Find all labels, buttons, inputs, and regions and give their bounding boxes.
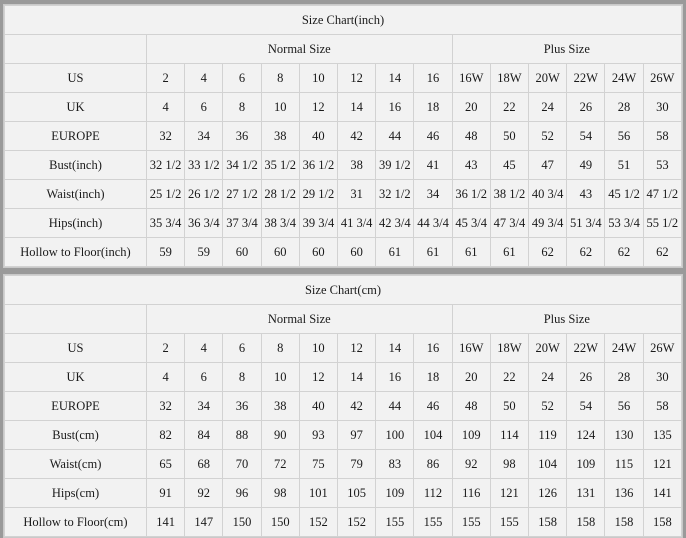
cell: 30 — [643, 93, 681, 122]
cell: 44 — [376, 392, 414, 421]
row-label: US — [5, 334, 147, 363]
table-row — [5, 122, 682, 151]
table-row — [5, 209, 682, 238]
cell: 14 — [376, 64, 414, 93]
table-title-row — [5, 276, 682, 305]
cell: 8 — [223, 93, 261, 122]
cell: 12 — [299, 93, 337, 122]
cell: 47 3/4 — [490, 209, 528, 238]
cell: 84 — [185, 421, 223, 450]
cell: 26W — [643, 334, 681, 363]
cell: 43 — [567, 180, 605, 209]
cell: 28 — [605, 363, 643, 392]
cell: 27 1/2 — [223, 180, 261, 209]
cell: 30 — [643, 363, 681, 392]
row-label: Bust(inch) — [5, 151, 147, 180]
cell: 2 — [147, 64, 185, 93]
cell: 114 — [490, 421, 528, 450]
cell: 98 — [490, 450, 528, 479]
cell: 6 — [223, 334, 261, 363]
cell: 6 — [185, 93, 223, 122]
cell: 90 — [261, 421, 299, 450]
cell: 24W — [605, 64, 643, 93]
cell: 35 3/4 — [147, 209, 185, 238]
cell: 104 — [529, 450, 567, 479]
cell: 62 — [605, 238, 643, 267]
cell: 4 — [185, 64, 223, 93]
cell: 34 — [185, 122, 223, 151]
cell: 24W — [605, 334, 643, 363]
cell: 14 — [338, 93, 376, 122]
cell: 38 — [261, 122, 299, 151]
cell: 20 — [452, 93, 490, 122]
row-label: Waist(cm) — [5, 450, 147, 479]
cell: 8 — [261, 64, 299, 93]
cell: 70 — [223, 450, 261, 479]
cell: 92 — [185, 479, 223, 508]
cell: 152 — [338, 508, 376, 537]
cell: 18W — [490, 334, 528, 363]
cell: 4 — [147, 363, 185, 392]
cell: 28 1/2 — [261, 180, 299, 209]
cell: 109 — [376, 479, 414, 508]
cell: 60 — [261, 238, 299, 267]
cell: 104 — [414, 421, 452, 450]
cell: 158 — [567, 508, 605, 537]
cell: 29 1/2 — [299, 180, 337, 209]
cell: 158 — [643, 508, 681, 537]
cell: 2 — [147, 334, 185, 363]
chart-title: Size Chart(cm) — [5, 276, 682, 305]
cell: 83 — [376, 450, 414, 479]
cell: 36 1/2 — [299, 151, 337, 180]
cell: 68 — [185, 450, 223, 479]
cell: 152 — [299, 508, 337, 537]
cell: 124 — [567, 421, 605, 450]
cell: 31 — [338, 180, 376, 209]
table-group-row — [5, 35, 682, 64]
cell: 47 1/2 — [643, 180, 681, 209]
cell: 39 1/2 — [376, 151, 414, 180]
cell: 126 — [529, 479, 567, 508]
cell: 82 — [147, 421, 185, 450]
cell: 16W — [452, 64, 490, 93]
cell: 158 — [605, 508, 643, 537]
cell: 141 — [643, 479, 681, 508]
cell: 88 — [223, 421, 261, 450]
cell: 10 — [261, 363, 299, 392]
cell: 16 — [414, 64, 452, 93]
cell: 8 — [261, 334, 299, 363]
cell: 16 — [376, 93, 414, 122]
row-label: Waist(inch) — [5, 180, 147, 209]
cell: 35 1/2 — [261, 151, 299, 180]
cell: 18W — [490, 64, 528, 93]
group-header-plus: Plus Size — [452, 305, 681, 334]
cell: 41 3/4 — [338, 209, 376, 238]
cell: 14 — [338, 363, 376, 392]
cell: 45 — [490, 151, 528, 180]
cell: 60 — [223, 238, 261, 267]
cell: 53 3/4 — [605, 209, 643, 238]
corner-cell — [5, 35, 147, 64]
table-row — [5, 180, 682, 209]
cell: 61 — [414, 238, 452, 267]
cell: 56 — [605, 122, 643, 151]
cell: 100 — [376, 421, 414, 450]
cell: 46 — [414, 122, 452, 151]
cell: 98 — [261, 479, 299, 508]
cell: 14 — [376, 334, 414, 363]
cell: 32 — [147, 122, 185, 151]
cell: 18 — [414, 363, 452, 392]
cell: 48 — [452, 392, 490, 421]
table-title-row — [5, 6, 682, 35]
table-row — [5, 151, 682, 180]
cell: 58 — [643, 392, 681, 421]
cell: 24 — [529, 363, 567, 392]
cell: 47 — [529, 151, 567, 180]
cell: 12 — [338, 334, 376, 363]
cell: 55 1/2 — [643, 209, 681, 238]
cell: 50 — [490, 122, 528, 151]
cell: 109 — [452, 421, 490, 450]
cell: 22W — [567, 334, 605, 363]
chart-title: Size Chart(inch) — [5, 6, 682, 35]
cell: 155 — [452, 508, 490, 537]
cell: 79 — [338, 450, 376, 479]
cell: 4 — [147, 93, 185, 122]
cell: 116 — [452, 479, 490, 508]
cell: 16W — [452, 334, 490, 363]
cell: 50 — [490, 392, 528, 421]
cell: 34 1/2 — [223, 151, 261, 180]
cell: 62 — [529, 238, 567, 267]
cell: 141 — [147, 508, 185, 537]
cell: 121 — [490, 479, 528, 508]
cell: 39 3/4 — [299, 209, 337, 238]
row-label: US — [5, 64, 147, 93]
cell: 36 — [223, 392, 261, 421]
cell: 40 — [299, 122, 337, 151]
cell: 26 — [567, 363, 605, 392]
cell: 26W — [643, 64, 681, 93]
cell: 115 — [605, 450, 643, 479]
cell: 32 1/2 — [147, 151, 185, 180]
size-chart-inch-table — [4, 5, 682, 267]
cell: 10 — [261, 93, 299, 122]
cell: 10 — [299, 334, 337, 363]
cell: 20 — [452, 363, 490, 392]
cell: 72 — [261, 450, 299, 479]
cell: 24 — [529, 93, 567, 122]
cell: 32 — [147, 392, 185, 421]
cell: 8 — [223, 363, 261, 392]
cell: 32 1/2 — [376, 180, 414, 209]
cell: 101 — [299, 479, 337, 508]
cell: 43 — [452, 151, 490, 180]
group-header-normal: Normal Size — [147, 305, 453, 334]
cell: 46 — [414, 392, 452, 421]
cell: 20W — [529, 334, 567, 363]
row-label: Bust(cm) — [5, 421, 147, 450]
cell: 34 — [414, 180, 452, 209]
row-label: EUROPE — [5, 392, 147, 421]
cell: 49 — [567, 151, 605, 180]
cell: 33 1/2 — [185, 151, 223, 180]
cell: 119 — [529, 421, 567, 450]
cell: 45 3/4 — [452, 209, 490, 238]
cell: 52 — [529, 122, 567, 151]
cell: 62 — [567, 238, 605, 267]
cell: 65 — [147, 450, 185, 479]
cell: 135 — [643, 421, 681, 450]
cell: 42 — [338, 122, 376, 151]
table-row — [5, 479, 682, 508]
cell: 61 — [376, 238, 414, 267]
table-group-row — [5, 305, 682, 334]
cell: 86 — [414, 450, 452, 479]
cell: 136 — [605, 479, 643, 508]
group-header-normal: Normal Size — [147, 35, 453, 64]
row-label: Hollow to Floor(cm) — [5, 508, 147, 537]
cell: 130 — [605, 421, 643, 450]
size-chart-inch — [3, 4, 683, 268]
table-row — [5, 238, 682, 267]
cell: 97 — [338, 421, 376, 450]
corner-cell — [5, 305, 147, 334]
cell: 36 1/2 — [452, 180, 490, 209]
cell: 60 — [338, 238, 376, 267]
cell: 26 — [567, 93, 605, 122]
cell: 22 — [490, 363, 528, 392]
table-row — [5, 421, 682, 450]
cell: 56 — [605, 392, 643, 421]
cell: 28 — [605, 93, 643, 122]
cell: 150 — [261, 508, 299, 537]
cell: 58 — [643, 122, 681, 151]
cell: 10 — [299, 64, 337, 93]
group-header-plus: Plus Size — [452, 35, 681, 64]
cell: 22W — [567, 64, 605, 93]
cell: 36 — [223, 122, 261, 151]
cell: 155 — [490, 508, 528, 537]
cell: 41 — [414, 151, 452, 180]
cell: 109 — [567, 450, 605, 479]
row-label: EUROPE — [5, 122, 147, 151]
cell: 121 — [643, 450, 681, 479]
cell: 37 3/4 — [223, 209, 261, 238]
table-row — [5, 508, 682, 537]
cell: 44 — [376, 122, 414, 151]
cell: 52 — [529, 392, 567, 421]
cell: 155 — [376, 508, 414, 537]
cell: 40 3/4 — [529, 180, 567, 209]
table-row — [5, 392, 682, 421]
cell: 36 3/4 — [185, 209, 223, 238]
cell: 18 — [414, 93, 452, 122]
cell: 59 — [185, 238, 223, 267]
table-row — [5, 450, 682, 479]
cell: 38 1/2 — [490, 180, 528, 209]
size-chart-cm-table — [4, 275, 682, 537]
cell: 155 — [414, 508, 452, 537]
cell: 12 — [299, 363, 337, 392]
cell: 4 — [185, 334, 223, 363]
cell: 49 3/4 — [529, 209, 567, 238]
cell: 54 — [567, 392, 605, 421]
cell: 75 — [299, 450, 337, 479]
cell: 60 — [299, 238, 337, 267]
cell: 38 — [261, 392, 299, 421]
cell: 26 1/2 — [185, 180, 223, 209]
cell: 25 1/2 — [147, 180, 185, 209]
cell: 105 — [338, 479, 376, 508]
cell: 16 — [376, 363, 414, 392]
row-label: UK — [5, 93, 147, 122]
cell: 158 — [529, 508, 567, 537]
cell: 131 — [567, 479, 605, 508]
cell: 34 — [185, 392, 223, 421]
cell: 91 — [147, 479, 185, 508]
cell: 61 — [490, 238, 528, 267]
row-label: Hollow to Floor(inch) — [5, 238, 147, 267]
cell: 150 — [223, 508, 261, 537]
cell: 22 — [490, 93, 528, 122]
cell: 20W — [529, 64, 567, 93]
table-row — [5, 64, 682, 93]
size-chart-cm — [3, 274, 683, 538]
cell: 6 — [185, 363, 223, 392]
cell: 53 — [643, 151, 681, 180]
cell: 38 3/4 — [261, 209, 299, 238]
row-label: Hips(inch) — [5, 209, 147, 238]
cell: 51 — [605, 151, 643, 180]
cell: 54 — [567, 122, 605, 151]
cell: 16 — [414, 334, 452, 363]
table-row — [5, 93, 682, 122]
cell: 96 — [223, 479, 261, 508]
cell: 6 — [223, 64, 261, 93]
cell: 38 — [338, 151, 376, 180]
cell: 42 3/4 — [376, 209, 414, 238]
cell: 93 — [299, 421, 337, 450]
cell: 44 3/4 — [414, 209, 452, 238]
cell: 61 — [452, 238, 490, 267]
cell: 40 — [299, 392, 337, 421]
cell: 62 — [643, 238, 681, 267]
cell: 42 — [338, 392, 376, 421]
row-label: Hips(cm) — [5, 479, 147, 508]
cell: 51 3/4 — [567, 209, 605, 238]
cell: 59 — [147, 238, 185, 267]
cell: 45 1/2 — [605, 180, 643, 209]
cell: 147 — [185, 508, 223, 537]
cell: 92 — [452, 450, 490, 479]
row-label: UK — [5, 363, 147, 392]
table-row — [5, 363, 682, 392]
cell: 12 — [338, 64, 376, 93]
cell: 48 — [452, 122, 490, 151]
cell: 112 — [414, 479, 452, 508]
table-row — [5, 334, 682, 363]
